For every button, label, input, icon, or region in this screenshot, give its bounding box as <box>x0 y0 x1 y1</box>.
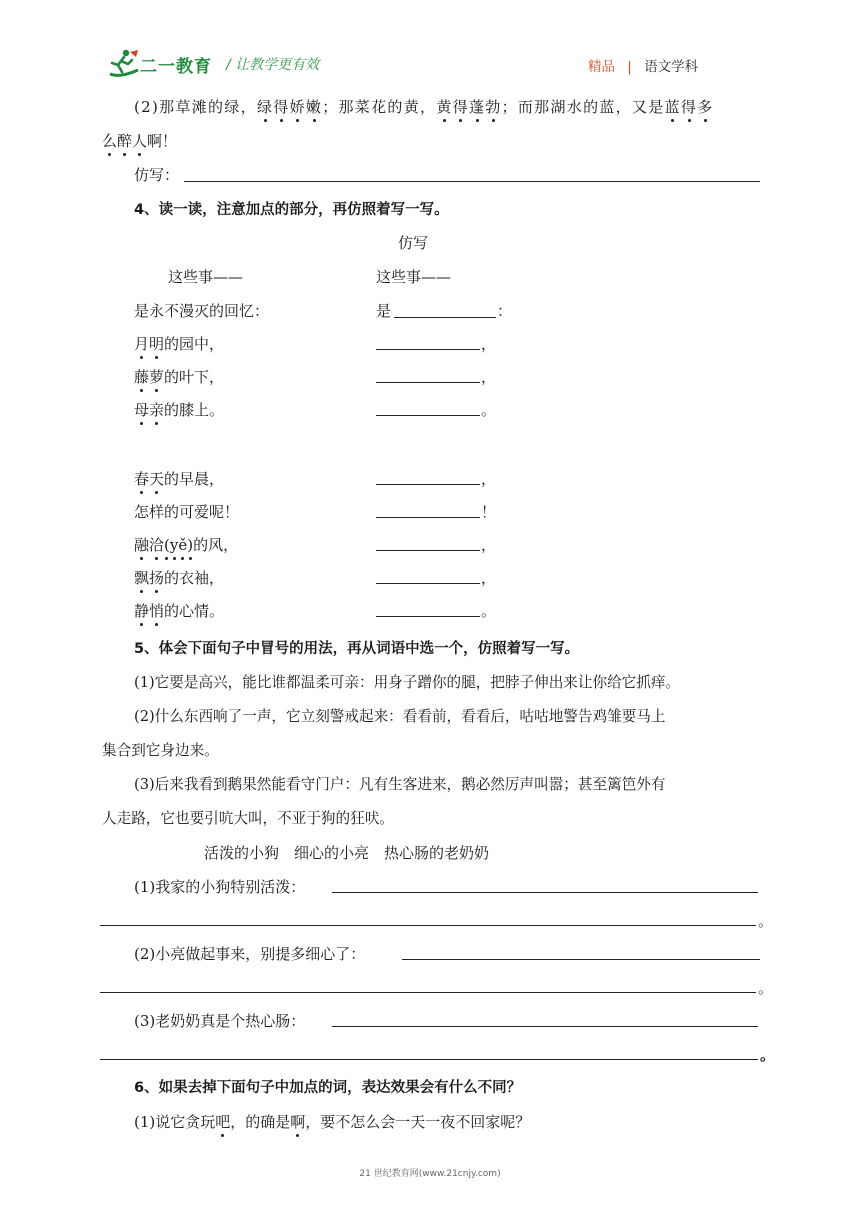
quality-tag: 精品 <box>588 59 615 75</box>
q5-sentence-2-line1: (2)什么东西响了一声，它立刻警戒起来：看看前，看看后，咕咕地警告鸡雏要马上 <box>134 708 666 725</box>
q4-imitate-heading: 仿写 <box>398 234 429 252</box>
text: (1)说它贪玩 <box>134 1113 216 1131</box>
punct: ： <box>497 302 513 320</box>
text: ，要不怎么会一天一夜不回家呢？ <box>305 1113 531 1131</box>
dotted-phrase <box>134 335 164 353</box>
text: ；而那湖水的蓝，又是 <box>501 98 665 116</box>
text: 的园中， <box>164 335 225 353</box>
q4-answer-2[interactable] <box>376 349 480 350</box>
punct: 。 <box>481 401 497 419</box>
q5-sentence-1: (1)它要是高兴，能比谁都温柔可亲：用身子蹭你的腿，把脖子伸出来让你给它抓痒。 <box>134 674 681 691</box>
dotted-char: 悄 <box>149 602 165 620</box>
slogan: / 让教学更有效 <box>226 57 320 73</box>
dotted-char: 吧 <box>215 1113 231 1131</box>
dotted-char: 得 <box>680 98 698 116</box>
dotted-char: ) <box>187 536 194 554</box>
dotted-char: 蓬 <box>468 98 486 116</box>
dotted-phrase <box>134 470 164 488</box>
subject-tag: 语文学科 <box>644 59 699 75</box>
dotted-char: ě <box>178 536 188 554</box>
dotted-char: 多 <box>697 98 714 116</box>
dotted-char: 么 <box>102 132 118 150</box>
dotted-char: ( <box>164 536 170 554</box>
dotted-word <box>290 1113 305 1131</box>
dotted-char: 得 <box>452 98 469 116</box>
dotted-char: 啊 <box>290 1113 306 1131</box>
text: 的心情。 <box>164 602 225 620</box>
dotted-phrase <box>102 132 147 150</box>
dotted-char: 绿 <box>256 98 274 116</box>
punct: 。 <box>481 602 497 620</box>
q5-write-3-label: (3)老奶奶真是个热心肠： <box>134 1012 306 1030</box>
prev-item2-line1 <box>134 96 714 118</box>
q4-answer-7[interactable] <box>376 550 480 551</box>
dotted-phrase <box>134 602 164 620</box>
text: 的早晨， <box>164 470 225 488</box>
dotted-phrase <box>257 98 322 116</box>
dotted-phrase <box>134 401 164 419</box>
q5-write-2-label: (2)小亮做起事来，别提多细心了： <box>134 945 366 963</box>
prev-item2-line2 <box>102 130 177 152</box>
q5-write-1-label: (1)我家的小狗特别活泼： <box>134 878 306 896</box>
q5-word-choices: 活泼的小狗 细心的小亮 热心肠的老奶奶 <box>204 844 490 862</box>
punct: 。 <box>758 912 774 930</box>
dotted-phrase <box>665 98 714 116</box>
q4-left-line2 <box>134 333 224 355</box>
text: ，的确是 <box>230 1113 291 1131</box>
q5-sentence-3-line1: (3)后来我看到鹅果然能看守门户：凡有生客进来，鹅必然厉声叫嚣；甚至篱笆外有 <box>134 776 666 793</box>
dotted-char: 扬 <box>149 569 165 587</box>
dotted-char: 亲 <box>149 401 165 419</box>
q5-title: 5、体会下面句子中冒号的用法，再从词语中选一个，仿照着写一写。 <box>134 641 580 657</box>
punct: 。 <box>758 979 774 997</box>
dotted-char: 洽 <box>149 536 165 554</box>
dotted-char: 明 <box>149 335 165 353</box>
dotted-char: 娇 <box>289 98 306 116</box>
q4-title: 4、读一读，注意加点的部分，再仿照着写一写。 <box>134 202 449 218</box>
dotted-char: 黄 <box>436 98 453 116</box>
text: 是 <box>376 302 392 320</box>
dotted-phrase <box>134 368 164 386</box>
dotted-char: 春 <box>134 470 150 488</box>
punct: 。 <box>760 1046 776 1064</box>
q4-answer-8[interactable] <box>376 583 480 584</box>
dotted-phrase <box>436 98 501 116</box>
q5-sentence-2-line2: 集合到它身边来。 <box>102 742 219 759</box>
q4-right-heading: 这些事—— <box>376 268 452 286</box>
dotted-char: 蓝 <box>664 98 681 116</box>
q4-answer-4[interactable] <box>376 415 480 416</box>
header-right <box>588 55 698 75</box>
dotted-char: 飘 <box>134 569 150 587</box>
q4-left-line3 <box>134 366 224 388</box>
prev-imitate-label: 仿写： <box>134 166 180 184</box>
logo-text: 二一教育 <box>140 57 212 77</box>
prev-answer-line[interactable] <box>184 181 760 182</box>
q4-answer-3[interactable] <box>376 382 480 383</box>
punct: ， <box>481 536 497 554</box>
q5-answer-3b[interactable] <box>100 1059 758 1060</box>
dotted-phrase <box>134 536 193 554</box>
q5-answer-2b[interactable] <box>100 992 756 993</box>
text: 的叶下， <box>164 368 225 386</box>
q4-answer-6[interactable] <box>376 517 480 518</box>
text: 的膝上。 <box>164 401 225 419</box>
q4-left-line6: 怎样的可爱呢！ <box>134 503 240 521</box>
dotted-char: 母 <box>134 401 150 419</box>
runner-logo-icon <box>104 48 144 80</box>
text: 啊！ <box>147 132 178 150</box>
text: 的风， <box>193 536 239 554</box>
dotted-char: 融 <box>134 536 150 554</box>
dotted-char: y <box>169 536 179 554</box>
footer: 21 世纪教育网(www.21cnjy.com) <box>359 1169 501 1179</box>
q5-answer-1a[interactable] <box>332 892 758 893</box>
text: ；那菜花的黄， <box>322 98 437 116</box>
punct: ！ <box>481 503 497 521</box>
q4-answer-9[interactable] <box>376 616 480 617</box>
punct: ， <box>481 368 497 386</box>
dotted-word <box>215 1113 230 1131</box>
q4-left-line5 <box>134 468 224 490</box>
q4-answer-5[interactable] <box>376 484 480 485</box>
dotted-char: 月 <box>134 335 150 353</box>
q4-left-line1: 是永不漫灭的回忆： <box>134 302 270 320</box>
punct: ， <box>481 470 497 488</box>
punct: ， <box>481 335 497 353</box>
dotted-phrase <box>134 569 164 587</box>
dotted-char: 天 <box>149 470 165 488</box>
separator: | <box>627 59 632 75</box>
q6-title: 6、如果去掉下面句子中加点的词，表达效果会有什么不同？ <box>134 1080 522 1096</box>
q4-left-line9 <box>134 600 224 622</box>
q5-answer-3a[interactable] <box>332 1026 758 1027</box>
q6-sentence-1 <box>134 1111 530 1133</box>
q4-answer-1[interactable] <box>394 317 496 318</box>
punct: ， <box>481 569 497 587</box>
text: 的衣袖， <box>164 569 225 587</box>
q4-left-line8 <box>134 567 224 589</box>
q4-left-line7 <box>134 534 238 556</box>
q5-answer-2a[interactable] <box>402 959 760 960</box>
dotted-char: 嫩 <box>305 98 323 116</box>
dotted-char: 静 <box>134 602 150 620</box>
dotted-char: 人 <box>132 132 148 150</box>
dotted-char: 醉 <box>117 132 133 150</box>
q5-answer-1b[interactable] <box>100 925 756 926</box>
dotted-char: 萝 <box>149 368 165 386</box>
dotted-char: 得 <box>273 98 290 116</box>
dotted-char: 勃 <box>485 98 502 116</box>
q5-sentence-3-line2: 人走路，它也要引吭大叫，不亚于狗的狂吠。 <box>102 810 394 827</box>
q4-left-heading: 这些事—— <box>168 268 244 286</box>
dotted-char: 藤 <box>134 368 150 386</box>
q4-left-line4 <box>134 399 224 421</box>
text: (2)那草滩的绿， <box>134 98 257 116</box>
q4-right-line1 <box>376 300 391 322</box>
